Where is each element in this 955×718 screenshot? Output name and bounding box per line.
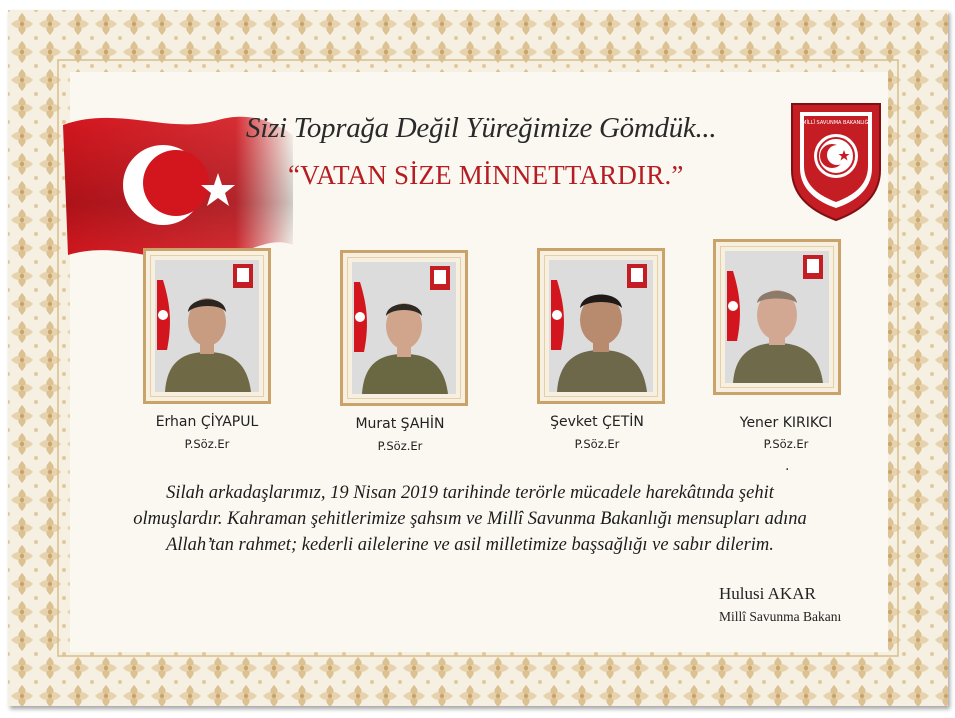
soldier-name: Erhan ÇİYAPUL [155,414,259,430]
soldier-name: Yener KIRIKCI [739,415,833,431]
soldier-photo-frame [340,250,468,406]
soldier-name: Murat ŞAHİN [355,416,445,432]
soldier-rank: P.Söz.Er [184,437,230,451]
soldier-photo-frame [537,248,665,404]
soldier-rank: P.Söz.Er [763,437,809,451]
condolence-message: Silah arkadaşlarımız, 19 Nisan 2019 tarihinde terörle mücadele harekâtında şehit olmuşlardır. Kahraman şehitlerimize şahsım ve Millî Savunma Bakanlığı mensupları adına Allah’tan rahmet; kederli ailelerine ve asil milletimize başsağlığı ve sabır dilerim. [133,483,807,555]
soldier-photo-frame [143,248,271,404]
soldier-rank: P.Söz.Er [574,437,620,451]
soldier-photo [549,260,653,392]
soldier-photo [725,251,829,383]
soldier-photo-frame [713,239,841,395]
soldier-photo [352,262,456,394]
soldier-photo [155,260,259,392]
soldier-name: Şevket ÇETİN [550,414,644,430]
signature-name: Hulusi AKAR [719,584,816,603]
emblem-text: MİLLÎ SAVUNMA BAKANLIĞI [802,120,870,126]
signature-title: Millî Savunma Bakanı [719,609,842,624]
stray-mark: . [785,458,790,474]
ministry-emblem-icon [788,100,884,222]
headline: Sizi Toprağa Değil Yüreğimize Gömdük... [246,112,717,144]
soldier-rank: P.Söz.Er [377,439,423,453]
subline: “VATAN SİZE MİNNETTARDIR.” [288,160,684,190]
